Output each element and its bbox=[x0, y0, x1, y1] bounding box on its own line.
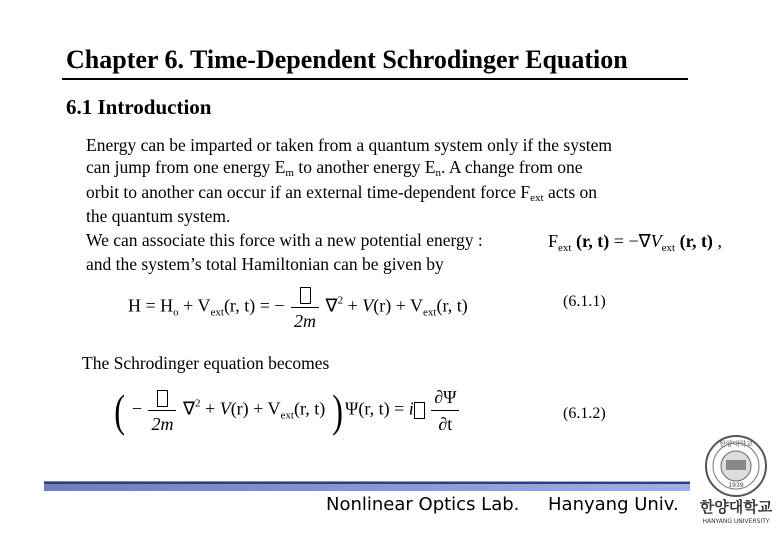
paragraph-text: . A change from one bbox=[441, 157, 583, 177]
paragraph-text: to another energy E bbox=[293, 157, 436, 177]
eq-superscript: 2 bbox=[337, 294, 344, 307]
eq-operator: −∇ bbox=[628, 231, 651, 251]
eq-symbol: F bbox=[548, 231, 559, 251]
eq-text: (r) + V bbox=[373, 295, 424, 316]
eq-text: (r, t) = bbox=[358, 398, 409, 419]
eq-denominator: 2m bbox=[294, 311, 317, 331]
paragraph-text: orbit to another can occur if an external time-dependent force F bbox=[86, 182, 531, 202]
eq-text: + V bbox=[178, 295, 211, 316]
footer-bar-edge bbox=[44, 482, 690, 484]
hbar-placeholder-icon bbox=[300, 287, 311, 304]
paragraph-text: We can associate this force with a new potential energy : bbox=[86, 230, 483, 250]
eq-numerator: ∂Ψ bbox=[431, 385, 459, 411]
eq-symbol: V bbox=[650, 231, 662, 251]
paragraph-text: and the system’s total Hamiltonian can be given by bbox=[86, 254, 444, 274]
eq-subscript: o bbox=[173, 306, 179, 319]
section-heading: 6.1 Introduction bbox=[66, 95, 212, 119]
eq-operator: ∇ bbox=[182, 398, 196, 419]
eq-fraction bbox=[291, 282, 319, 333]
eq-text: (r, t) = − bbox=[223, 295, 285, 316]
eq-subscript: ext bbox=[558, 242, 572, 254]
eq-subscript: ext bbox=[423, 306, 437, 319]
subscript-n: n bbox=[435, 167, 442, 179]
eq-text: H = H bbox=[128, 295, 174, 316]
eq-symbol: V bbox=[219, 398, 231, 419]
paragraph-text: Energy can be imparted or taken from a quantum system only if the system bbox=[86, 135, 612, 155]
seal-year: 1939 bbox=[728, 482, 744, 489]
paragraph-line-1 bbox=[86, 134, 612, 156]
eq-args: (r, t) bbox=[679, 231, 713, 251]
eq-symbol: i bbox=[408, 398, 414, 419]
slide-title: Chapter 6. Time-Dependent Schrodinger Equation bbox=[66, 45, 628, 74]
schrodinger-intro bbox=[82, 352, 329, 374]
subscript-m: m bbox=[285, 167, 294, 179]
paragraph-text: can jump from one energy E bbox=[86, 157, 286, 177]
paragraph-line-5 bbox=[86, 229, 483, 251]
eq-bracket: ( bbox=[114, 384, 126, 436]
force-equation bbox=[548, 232, 722, 254]
eq-bracket: ) bbox=[332, 384, 343, 436]
hamiltonian-equation bbox=[128, 282, 468, 333]
eq-args: (r, t) bbox=[575, 231, 610, 251]
eq-operator: − bbox=[131, 398, 142, 419]
eq-text: + bbox=[200, 398, 220, 419]
eq-subscript: ext bbox=[280, 409, 294, 422]
paragraph-text: acts on bbox=[543, 182, 598, 202]
eq-subscript: ext bbox=[210, 306, 224, 319]
paragraph-text: The Schrodinger equation becomes bbox=[82, 353, 330, 373]
eq-denominator: ∂t bbox=[438, 414, 453, 434]
university-seal-icon bbox=[694, 432, 778, 528]
eq-numerator bbox=[291, 282, 319, 308]
equation-label-6-1-2: (6.1.2) bbox=[563, 405, 606, 422]
eq-subscript: ext bbox=[661, 242, 676, 254]
logo-name-en: HANYANG UNIVERSITY bbox=[702, 518, 770, 525]
footer-lab-name: Nonlinear Optics Lab. bbox=[326, 494, 520, 515]
paragraph-line-2 bbox=[86, 156, 582, 184]
eq-numerator bbox=[148, 385, 176, 411]
seal-text: 한양대학교 bbox=[719, 440, 753, 448]
eq-superscript: 2 bbox=[195, 397, 201, 410]
eq-text: (r) + V bbox=[230, 398, 281, 419]
paragraph-text: the quantum system. bbox=[86, 206, 231, 226]
eq-fraction bbox=[431, 385, 459, 436]
eq-fraction bbox=[148, 385, 176, 436]
hbar-placeholder-icon bbox=[414, 402, 425, 419]
paragraph-line-4 bbox=[86, 205, 230, 227]
equation-label-6-1-1: (6.1.1) bbox=[563, 293, 606, 310]
eq-operator: = bbox=[613, 231, 624, 251]
eq-text: (r, t) bbox=[436, 295, 468, 316]
schrodinger-equation bbox=[112, 385, 461, 436]
hbar-placeholder-icon bbox=[157, 390, 168, 407]
subscript-ext: ext bbox=[530, 192, 544, 204]
eq-operator: ∇ bbox=[325, 295, 338, 316]
footer-university: Hanyang Univ. bbox=[548, 494, 679, 515]
eq-punctuation: , bbox=[717, 231, 722, 251]
eq-denominator: 2m bbox=[151, 414, 174, 434]
logo-name-ko: 한양대학교 bbox=[699, 498, 773, 516]
eq-text: + bbox=[343, 295, 363, 316]
university-logo bbox=[694, 432, 778, 528]
eq-symbol: V bbox=[362, 295, 374, 316]
eq-text: (r, t) bbox=[293, 398, 326, 419]
eq-symbol: Ψ bbox=[345, 398, 359, 419]
paragraph-line-6 bbox=[86, 253, 444, 275]
title-underline bbox=[62, 78, 688, 80]
